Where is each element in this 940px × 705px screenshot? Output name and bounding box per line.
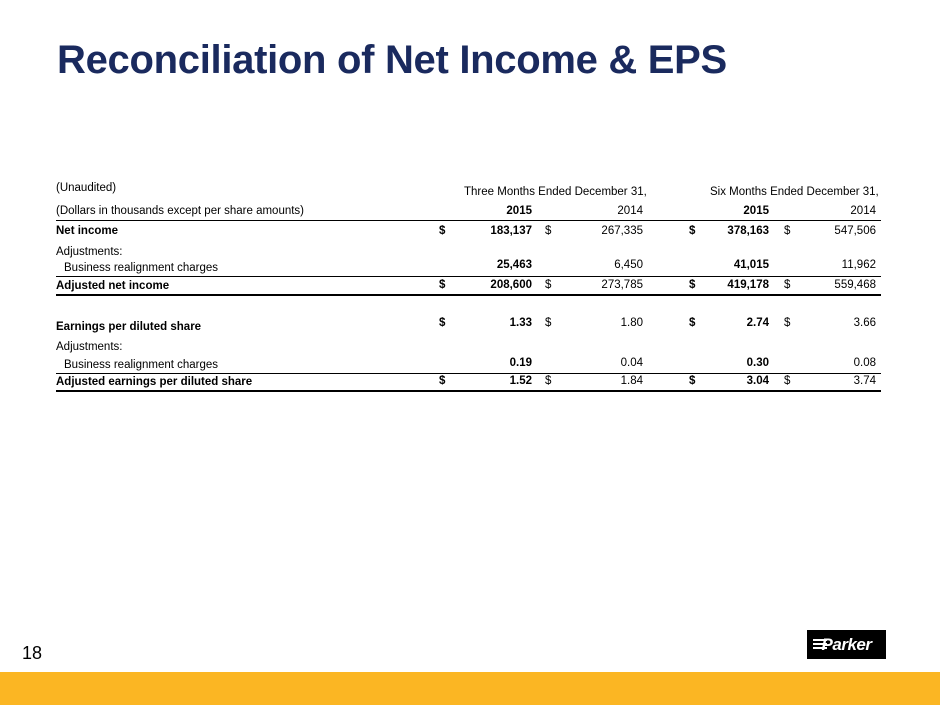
value-cell: 3.66: [853, 317, 876, 329]
value-cell: 3.74: [853, 375, 876, 387]
subtotal-rule: [56, 276, 881, 277]
currency-symbol: $: [545, 375, 552, 387]
units-note: (Dollars in thousands except per share amounts): [56, 205, 305, 217]
currency-symbol: $: [545, 279, 552, 291]
value-cell: 1.52: [509, 375, 532, 387]
row-label: Business realignment charges: [64, 262, 219, 274]
currency-symbol: $: [689, 317, 696, 329]
value-cell: 0.19: [509, 357, 532, 369]
page-number: 18: [22, 643, 43, 663]
currency-symbol: $: [784, 317, 791, 329]
year-header-2014-h: 2014: [850, 205, 876, 217]
year-header-2015-h: 2015: [743, 205, 769, 217]
adjustments-label: Adjustments:: [56, 341, 123, 353]
value-cell: 6,450: [614, 259, 643, 271]
value-cell: 378,163: [727, 225, 769, 237]
total-rule: [56, 294, 881, 296]
currency-symbol: $: [784, 375, 791, 387]
row-label: Adjusted earnings per diluted share: [56, 376, 253, 388]
subtotal-rule: [56, 373, 881, 374]
value-cell: 559,468: [834, 279, 876, 291]
row-label: Business realignment charges: [64, 359, 219, 371]
logo-text: Parker: [821, 634, 872, 654]
page-title: Reconciliation of Net Income & EPS: [57, 38, 727, 82]
value-cell: 1.80: [620, 317, 643, 329]
currency-symbol: $: [545, 225, 552, 237]
year-header-2015-q: 2015: [506, 205, 532, 217]
value-cell: 273,785: [601, 279, 643, 291]
value-cell: 1.84: [620, 375, 643, 387]
currency-symbol: $: [784, 225, 791, 237]
value-cell: 547,506: [834, 225, 876, 237]
row-label: Net income: [56, 225, 118, 237]
unaudited-label: (Unaudited): [56, 182, 117, 194]
currency-symbol: $: [439, 279, 446, 291]
header-six-months: Six Months Ended December 31,: [710, 186, 879, 198]
value-cell: 183,137: [490, 225, 532, 237]
value-cell: 2.74: [746, 317, 769, 329]
value-cell: 11,962: [841, 259, 876, 271]
value-cell: 419,178: [727, 279, 769, 291]
total-rule: [56, 390, 881, 392]
row-label: Earnings per diluted share: [56, 321, 202, 333]
value-cell: 0.08: [853, 357, 876, 369]
row-label: Adjusted net income: [56, 280, 170, 292]
currency-symbol: $: [439, 225, 446, 237]
currency-symbol: $: [689, 375, 696, 387]
currency-symbol: $: [439, 375, 446, 387]
currency-symbol: $: [689, 279, 696, 291]
value-cell: 0.04: [620, 357, 643, 369]
year-header-2014-q: 2014: [617, 205, 643, 217]
header-three-months: Three Months Ended December 31,: [464, 186, 647, 198]
value-cell: 25,463: [496, 259, 532, 271]
value-cell: 0.30: [746, 357, 769, 369]
parker-logo: [807, 630, 886, 659]
currency-symbol: $: [439, 317, 446, 329]
value-cell: 3.04: [746, 375, 769, 387]
value-cell: 208,600: [490, 279, 532, 291]
currency-symbol: $: [784, 279, 791, 291]
footer-bar: [0, 672, 940, 705]
value-cell: 1.33: [509, 317, 532, 329]
currency-symbol: $: [689, 225, 696, 237]
value-cell: 267,335: [601, 225, 643, 237]
currency-symbol: $: [545, 317, 552, 329]
value-cell: 41,015: [733, 259, 769, 271]
header-rule: [56, 220, 881, 221]
adjustments-label: Adjustments:: [56, 246, 123, 258]
